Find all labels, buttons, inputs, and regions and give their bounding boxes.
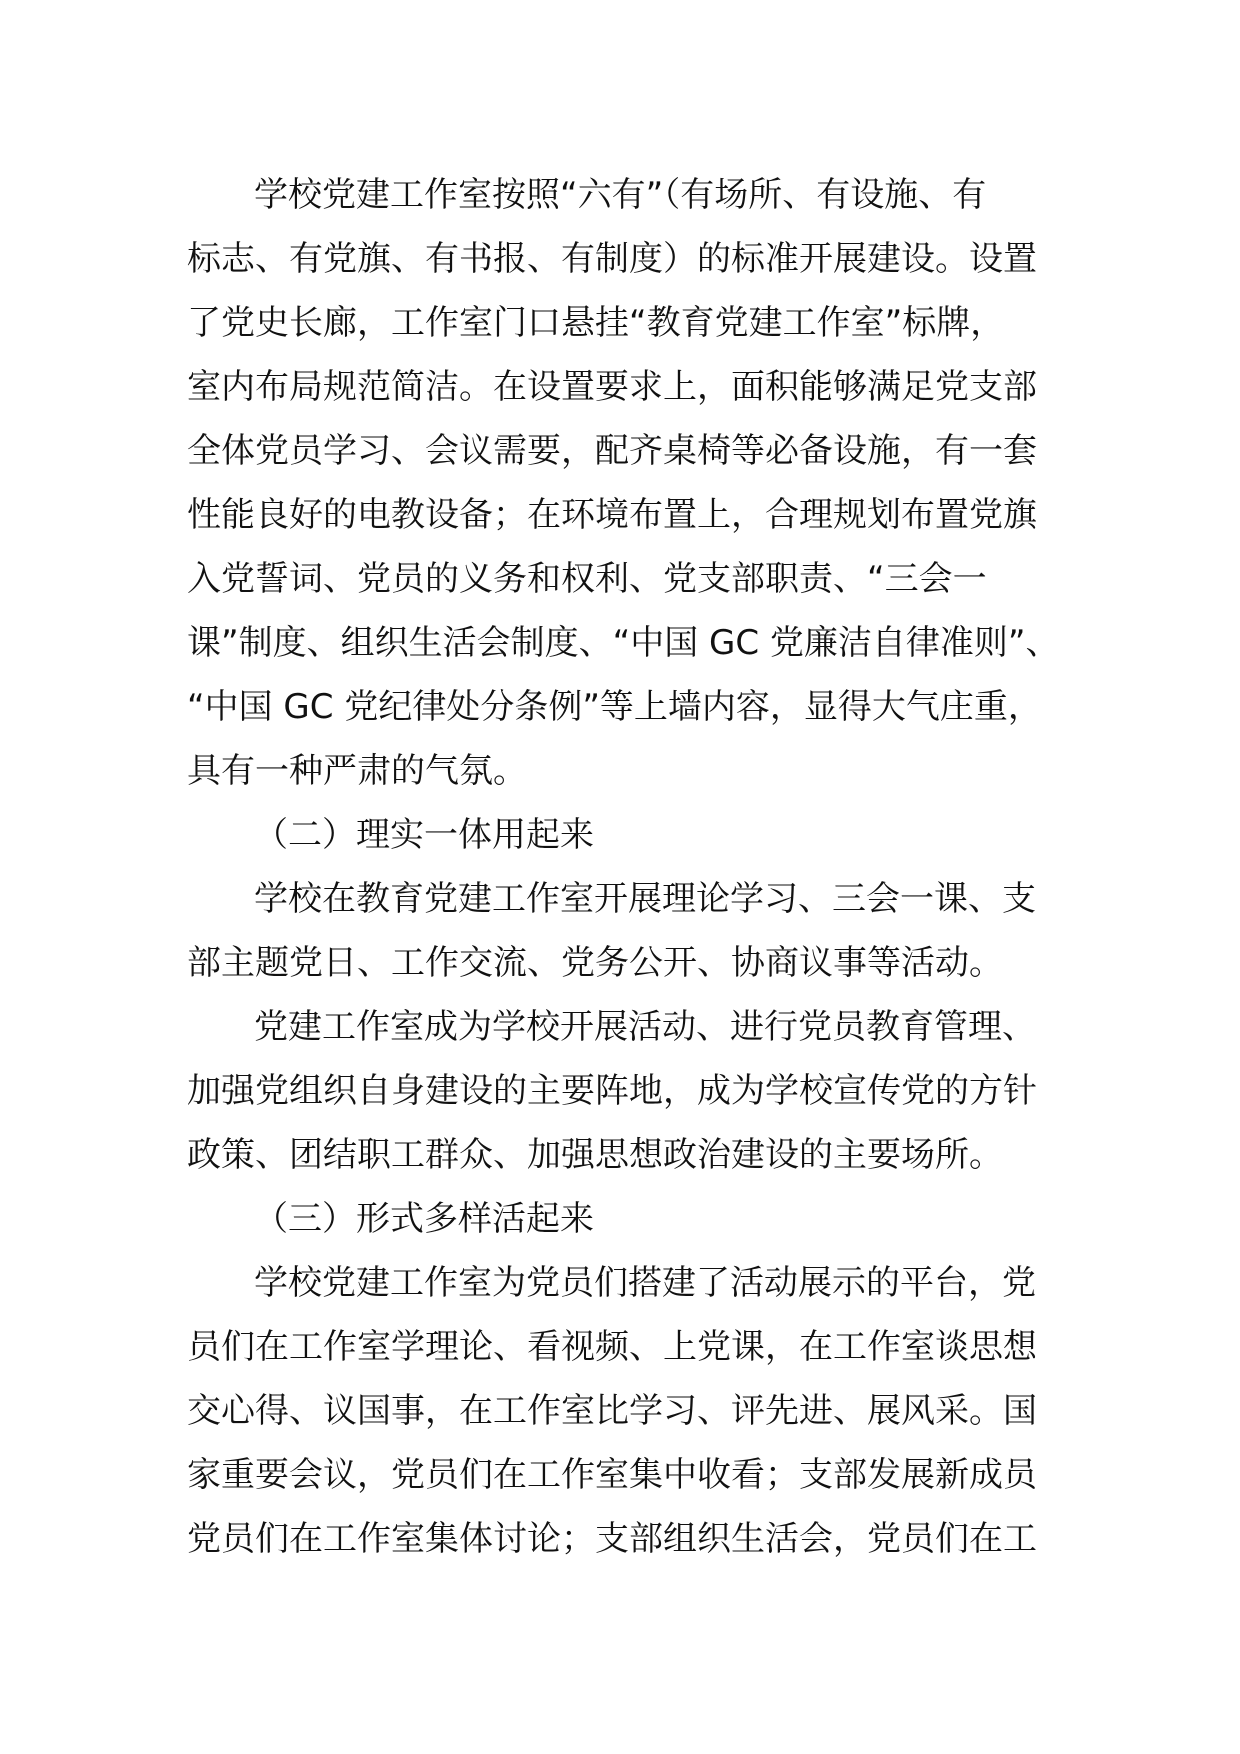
- paragraph-3-line-2: 加强党组织自身建设的主要阵地，成为学校宣传党的方针: [187, 1071, 1037, 1111]
- paragraph-4-line-3: 交心得、议国事，在工作室比学习、评先进、展风采。国: [187, 1391, 1037, 1431]
- paragraph-1-line-4: 室内布局规范简洁。在设置要求上，面积能够满足党支部: [187, 367, 1037, 407]
- paragraph-2-line-2: 部主题党日、工作交流、党务公开、协商议事等活动。: [187, 943, 1003, 983]
- paragraph-3-line-3: 政策、团结职工群众、加强思想政治建设的主要场所。: [187, 1135, 1003, 1175]
- paragraph-1-line-10: 具有一种严肃的气氛。: [187, 751, 527, 791]
- paragraph-4-line-1: 学校党建工作室为党员们搭建了活动展示的平台，党: [254, 1263, 1036, 1303]
- paragraph-1-line-2: 标志、有党旗、有书报、有制度）的标准开展建设。设置: [187, 239, 1037, 279]
- paragraph-1-line-6: 性能良好的电教设备；在环境布置上，合理规划布置党旗: [187, 495, 1037, 535]
- paragraph-1-line-3: 了党史长廊，工作室门口悬挂“教育党建工作室”标牌，: [187, 303, 1005, 343]
- paragraph-1-line-1: 学校党建工作室按照“六有”（有场所、有设施、有: [254, 175, 987, 215]
- paragraph-1-line-7: 入党誓词、党员的义务和权利、党支部职责、“三会一: [187, 559, 987, 599]
- paragraph-1-line-9: “中国 GC 党纪律处分条例”等上墙内容，显得大气庄重，: [187, 687, 1042, 727]
- paragraph-4-line-4: 家重要会议，党员们在工作室集中收看；支部发展新成员: [187, 1455, 1037, 1495]
- section-heading-3: （三）形式多样活起来: [254, 1199, 594, 1239]
- paragraph-3-line-1: 党建工作室成为学校开展活动、进行党员教育管理、: [254, 1007, 1036, 1047]
- paragraph-4-line-5: 党员们在工作室集体讨论；支部组织生活会，党员们在工: [187, 1519, 1037, 1559]
- paragraph-4-line-2: 员们在工作室学理论、看视频、上党课，在工作室谈思想: [187, 1327, 1037, 1367]
- section-heading-2: （二）理实一体用起来: [254, 815, 594, 855]
- paragraph-1-line-5: 全体党员学习、会议需要，配齐桌椅等必备设施，有一套: [187, 431, 1037, 471]
- paragraph-2-line-1: 学校在教育党建工作室开展理论学习、三会一课、支: [254, 879, 1036, 919]
- paragraph-1-line-8: 课”制度、组织生活会制度、“中国 GC 党廉洁自律准则”、: [187, 623, 1060, 663]
